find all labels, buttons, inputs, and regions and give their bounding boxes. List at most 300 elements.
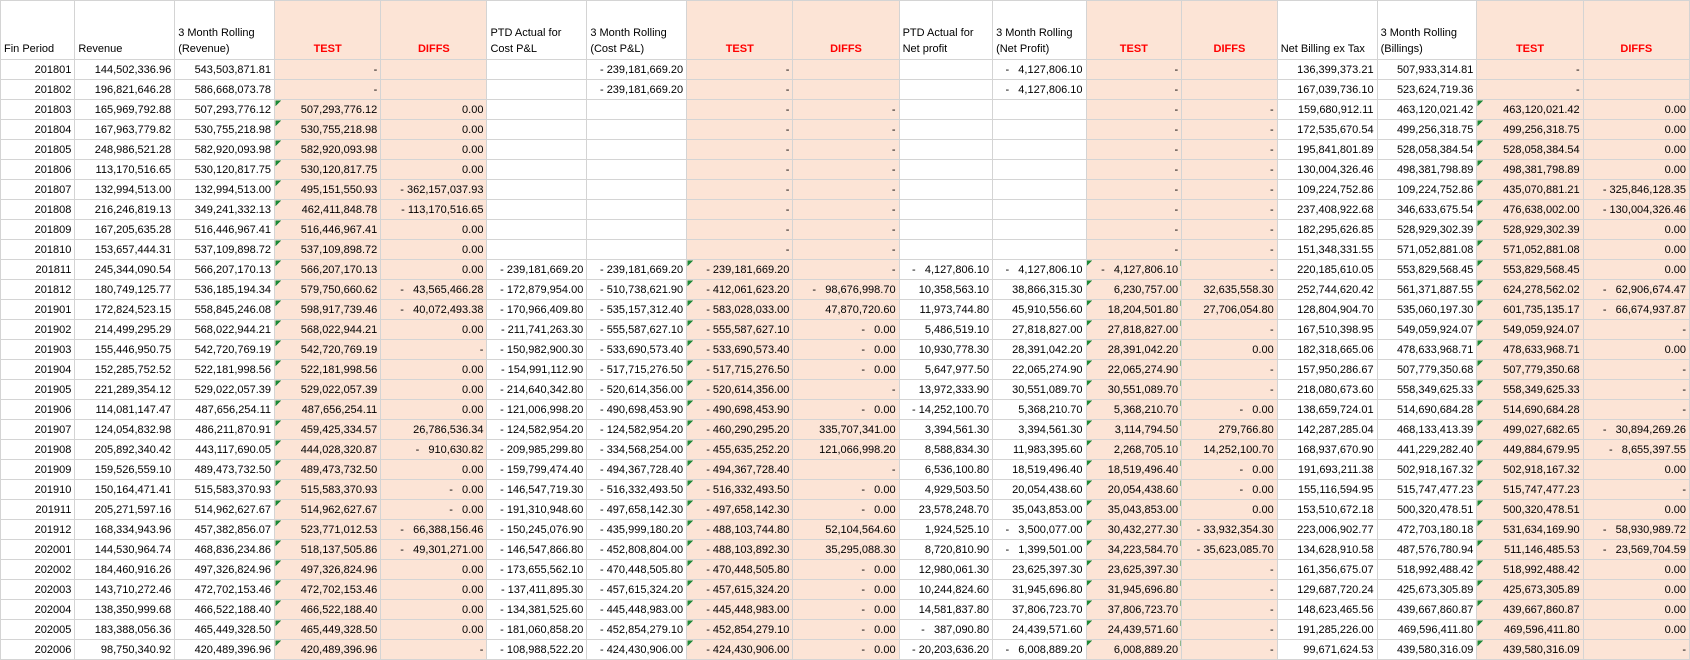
value-cell[interactable] <box>487 80 587 100</box>
value-cell[interactable]: 522,181,998.56 <box>175 360 275 380</box>
value-cell[interactable]: - 516,332,493.50 <box>687 480 793 500</box>
value-cell[interactable]: 535,060,197.30 <box>1377 300 1477 320</box>
value-cell[interactable]: 514,962,627.67 <box>175 500 275 520</box>
value-cell[interactable]: 10,358,563.10 <box>899 280 992 300</box>
value-cell[interactable]: 11,973,744.80 <box>899 300 992 320</box>
value-cell[interactable]: 155,446,950.75 <box>75 340 175 360</box>
value-cell[interactable]: 113,170,516.65 <box>75 160 175 180</box>
value-cell[interactable]: 530,755,218.98 <box>275 120 381 140</box>
value-cell[interactable]: - 497,658,142.30 <box>587 500 687 520</box>
value-cell[interactable]: - 172,879,954.00 <box>487 280 587 300</box>
value-cell[interactable]: - 146,547,866.80 <box>487 540 587 560</box>
value-cell[interactable]: 487,656,254.11 <box>275 400 381 420</box>
value-cell[interactable]: - 583,028,033.00 <box>687 300 793 320</box>
value-cell[interactable]: 0.00 <box>1583 120 1689 140</box>
value-cell[interactable]: 37,806,723.70 <box>1086 600 1182 620</box>
value-cell[interactable]: 109,224,752.86 <box>1377 180 1477 200</box>
value-cell[interactable]: 114,081,147.47 <box>75 400 175 420</box>
fin-period-cell[interactable]: 201806 <box>1 160 75 180</box>
value-cell[interactable]: 518,992,488.42 <box>1477 560 1583 580</box>
fin-period-cell[interactable]: 201901 <box>1 300 75 320</box>
value-cell[interactable]: - <box>793 220 899 240</box>
value-cell[interactable]: - <box>1583 640 1689 660</box>
fin-period-cell[interactable]: 201902 <box>1 320 75 340</box>
value-cell[interactable]: 468,836,234.86 <box>175 540 275 560</box>
value-cell[interactable] <box>899 240 992 260</box>
value-cell[interactable]: - 0.00 <box>793 400 899 420</box>
value-cell[interactable]: - <box>1086 80 1182 100</box>
value-cell[interactable]: - <box>687 240 793 260</box>
fin-period-cell[interactable]: 202006 <box>1 640 75 660</box>
value-cell[interactable]: 35,295,088.30 <box>793 540 899 560</box>
value-cell[interactable]: 0.00 <box>1583 220 1689 240</box>
value-cell[interactable]: - 170,966,409.80 <box>487 300 587 320</box>
column-header-4[interactable]: DIFFS <box>381 1 487 60</box>
value-cell[interactable]: 220,185,610.05 <box>1277 260 1377 280</box>
value-cell[interactable]: - <box>1182 640 1278 660</box>
value-cell[interactable]: - 30,894,269.26 <box>1583 420 1689 440</box>
value-cell[interactable]: 30,432,277.30 <box>1086 520 1182 540</box>
column-header-8[interactable]: DIFFS <box>793 1 899 60</box>
value-cell[interactable]: 518,137,505.86 <box>275 540 381 560</box>
fin-period-cell[interactable]: 201809 <box>1 220 75 240</box>
value-cell[interactable]: - 1,399,501.00 <box>993 540 1086 560</box>
value-cell[interactable]: - 490,698,453.90 <box>687 400 793 420</box>
value-cell[interactable]: 598,917,739.46 <box>275 300 381 320</box>
value-cell[interactable]: 28,391,042.20 <box>993 340 1086 360</box>
value-cell[interactable]: 536,185,194.34 <box>175 280 275 300</box>
value-cell[interactable]: 462,411,848.78 <box>275 200 381 220</box>
value-cell[interactable]: - 0.00 <box>793 340 899 360</box>
value-cell[interactable]: 128,804,904.70 <box>1277 300 1377 320</box>
fin-period-cell[interactable]: 201904 <box>1 360 75 380</box>
value-cell[interactable]: - <box>793 200 899 220</box>
value-cell[interactable]: 528,929,302.39 <box>1477 220 1583 240</box>
value-cell[interactable]: 549,059,924.07 <box>1477 320 1583 340</box>
value-cell[interactable]: - 137,411,895.30 <box>487 580 587 600</box>
value-cell[interactable]: - 239,181,669.20 <box>487 260 587 280</box>
value-cell[interactable] <box>487 220 587 240</box>
value-cell[interactable]: - 0.00 <box>793 500 899 520</box>
value-cell[interactable]: 136,399,373.21 <box>1277 60 1377 80</box>
value-cell[interactable]: - 173,655,562.10 <box>487 560 587 580</box>
value-cell[interactable]: 443,117,690.05 <box>175 440 275 460</box>
value-cell[interactable]: 237,408,922.68 <box>1277 200 1377 220</box>
fin-period-cell[interactable]: 202001 <box>1 540 75 560</box>
value-cell[interactable]: - 239,181,669.20 <box>687 260 793 280</box>
value-cell[interactable]: 0.00 <box>1182 500 1278 520</box>
value-cell[interactable]: - 4,127,806.10 <box>993 60 1086 80</box>
value-cell[interactable]: - 20,203,636.20 <box>899 640 992 660</box>
value-cell[interactable]: 180,749,125.77 <box>75 280 175 300</box>
value-cell[interactable]: - <box>687 60 793 80</box>
value-cell[interactable]: - 209,985,299.80 <box>487 440 587 460</box>
value-cell[interactable]: 0.00 <box>381 160 487 180</box>
value-cell[interactable]: - 154,991,112.90 <box>487 360 587 380</box>
value-cell[interactable]: - <box>1086 120 1182 140</box>
value-cell[interactable]: - <box>1182 320 1278 340</box>
value-cell[interactable]: 0.00 <box>381 380 487 400</box>
value-cell[interactable] <box>899 140 992 160</box>
value-cell[interactable] <box>587 160 687 180</box>
value-cell[interactable]: 245,344,090.54 <box>75 260 175 280</box>
value-cell[interactable]: - <box>687 180 793 200</box>
value-cell[interactable]: - 460,290,295.20 <box>687 420 793 440</box>
value-cell[interactable]: - 516,332,493.50 <box>587 480 687 500</box>
value-cell[interactable]: - 239,181,669.20 <box>587 80 687 100</box>
value-cell[interactable]: 124,054,832.98 <box>75 420 175 440</box>
value-cell[interactable] <box>899 160 992 180</box>
value-cell[interactable]: 531,634,169.90 <box>1477 520 1583 540</box>
value-cell[interactable]: 514,690,684.28 <box>1477 400 1583 420</box>
value-cell[interactable]: 18,519,496.40 <box>993 460 1086 480</box>
value-cell[interactable]: 346,633,675.54 <box>1377 200 1477 220</box>
value-cell[interactable]: 0.00 <box>381 140 487 160</box>
value-cell[interactable]: 182,295,626.85 <box>1277 220 1377 240</box>
value-cell[interactable]: - 191,310,948.60 <box>487 500 587 520</box>
column-header-3[interactable]: TEST <box>275 1 381 60</box>
value-cell[interactable]: 571,052,881.08 <box>1477 240 1583 260</box>
value-cell[interactable]: - 150,245,076.90 <box>487 520 587 540</box>
column-header-5[interactable]: PTD Actual for Cost P&L <box>487 1 587 60</box>
value-cell[interactable]: 498,381,798.89 <box>1477 160 1583 180</box>
value-cell[interactable]: 0.00 <box>381 400 487 420</box>
value-cell[interactable]: 515,747,477.23 <box>1377 480 1477 500</box>
value-cell[interactable]: 24,439,571.60 <box>993 620 1086 640</box>
column-header-9[interactable]: PTD Actual for Net profit <box>899 1 992 60</box>
value-cell[interactable]: 0.00 <box>381 320 487 340</box>
value-cell[interactable]: 518,992,488.42 <box>1377 560 1477 580</box>
value-cell[interactable]: 0.00 <box>381 460 487 480</box>
value-cell[interactable]: - <box>793 380 899 400</box>
value-cell[interactable]: - 211,741,263.30 <box>487 320 587 340</box>
value-cell[interactable]: - 470,448,505.80 <box>687 560 793 580</box>
value-cell[interactable]: 279,766.80 <box>1182 420 1278 440</box>
value-cell[interactable] <box>793 60 899 80</box>
value-cell[interactable] <box>587 100 687 120</box>
value-cell[interactable]: 579,750,660.62 <box>275 280 381 300</box>
value-cell[interactable]: - 494,367,728.40 <box>587 460 687 480</box>
value-cell[interactable]: 30,551,089.70 <box>1086 380 1182 400</box>
value-cell[interactable] <box>899 180 992 200</box>
value-cell[interactable]: 3,114,794.50 <box>1086 420 1182 440</box>
value-cell[interactable]: 172,824,523.15 <box>75 300 175 320</box>
value-cell[interactable]: 439,667,860.87 <box>1477 600 1583 620</box>
value-cell[interactable]: 0.00 <box>1583 160 1689 180</box>
value-cell[interactable]: - <box>793 460 899 480</box>
value-cell[interactable]: 5,647,977.50 <box>899 360 992 380</box>
value-cell[interactable]: 52,104,564.60 <box>793 520 899 540</box>
value-cell[interactable]: 205,271,597.16 <box>75 500 175 520</box>
fin-period-cell[interactable]: 201909 <box>1 460 75 480</box>
value-cell[interactable]: 457,382,856.07 <box>175 520 275 540</box>
fin-period-cell[interactable]: 201910 <box>1 480 75 500</box>
value-cell[interactable]: 523,624,719.36 <box>1377 80 1477 100</box>
value-cell[interactable]: 10,930,778.30 <box>899 340 992 360</box>
value-cell[interactable]: 159,526,559.10 <box>75 460 175 480</box>
value-cell[interactable]: - 362,157,037.93 <box>381 180 487 200</box>
value-cell[interactable]: 0.00 <box>381 100 487 120</box>
value-cell[interactable]: 507,933,314.81 <box>1377 60 1477 80</box>
value-cell[interactable]: 6,008,889.20 <box>1086 640 1182 660</box>
value-cell[interactable]: 571,052,881.08 <box>1377 240 1477 260</box>
value-cell[interactable] <box>899 220 992 240</box>
value-cell[interactable]: - 35,623,085.70 <box>1182 540 1278 560</box>
value-cell[interactable]: 486,211,870.91 <box>175 420 275 440</box>
value-cell[interactable]: 159,680,912.11 <box>1277 100 1377 120</box>
value-cell[interactable]: - 533,690,573.40 <box>587 340 687 360</box>
value-cell[interactable]: - <box>275 60 381 80</box>
value-cell[interactable]: 514,962,627.67 <box>275 500 381 520</box>
value-cell[interactable]: 582,920,093.98 <box>175 140 275 160</box>
value-cell[interactable]: 144,502,336.96 <box>75 60 175 80</box>
value-cell[interactable]: - 49,301,271.00 <box>381 540 487 560</box>
value-cell[interactable]: - <box>1182 360 1278 380</box>
value-cell[interactable]: - <box>1086 60 1182 80</box>
column-header-1[interactable]: Revenue <box>75 1 175 60</box>
value-cell[interactable]: 515,747,477.23 <box>1477 480 1583 500</box>
value-cell[interactable]: 4,929,503.50 <box>899 480 992 500</box>
value-cell[interactable]: 2,268,705.10 <box>1086 440 1182 460</box>
value-cell[interactable]: 478,633,968.71 <box>1477 340 1583 360</box>
value-cell[interactable]: 420,489,396.96 <box>175 640 275 660</box>
value-cell[interactable] <box>899 60 992 80</box>
value-cell[interactable]: - 445,448,983.00 <box>587 600 687 620</box>
value-cell[interactable]: 601,735,135.17 <box>1477 300 1583 320</box>
value-cell[interactable]: 143,710,272.46 <box>75 580 175 600</box>
value-cell[interactable]: - 0.00 <box>793 620 899 640</box>
value-cell[interactable]: 0.00 <box>381 580 487 600</box>
value-cell[interactable] <box>487 160 587 180</box>
value-cell[interactable] <box>487 120 587 140</box>
value-cell[interactable]: 514,690,684.28 <box>1377 400 1477 420</box>
value-cell[interactable]: - 66,674,937.87 <box>1583 300 1689 320</box>
value-cell[interactable]: - <box>1477 60 1583 80</box>
value-cell[interactable]: 12,980,061.30 <box>899 560 992 580</box>
fin-period-cell[interactable]: 201803 <box>1 100 75 120</box>
value-cell[interactable]: 27,818,827.00 <box>1086 320 1182 340</box>
value-cell[interactable]: - 214,640,342.80 <box>487 380 587 400</box>
value-cell[interactable]: - 0.00 <box>793 580 899 600</box>
value-cell[interactable]: 489,473,732.50 <box>275 460 381 480</box>
value-cell[interactable]: - <box>687 80 793 100</box>
value-cell[interactable]: 195,841,801.89 <box>1277 140 1377 160</box>
value-cell[interactable]: 18,204,501.80 <box>1086 300 1182 320</box>
value-cell[interactable]: - 181,060,858.20 <box>487 620 587 640</box>
value-cell[interactable]: 98,750,340.92 <box>75 640 175 660</box>
value-cell[interactable]: - 113,170,516.65 <box>381 200 487 220</box>
value-cell[interactable] <box>1182 60 1278 80</box>
value-cell[interactable]: - 0.00 <box>1182 400 1278 420</box>
value-cell[interactable]: - <box>275 80 381 100</box>
value-cell[interactable]: 561,371,887.55 <box>1377 280 1477 300</box>
value-cell[interactable]: - 43,565,466.28 <box>381 280 487 300</box>
value-cell[interactable]: - 23,569,704.59 <box>1583 540 1689 560</box>
value-cell[interactable]: 0.00 <box>1583 260 1689 280</box>
value-cell[interactable]: 248,986,521.28 <box>75 140 175 160</box>
value-cell[interactable]: - <box>1086 240 1182 260</box>
value-cell[interactable]: - <box>1182 380 1278 400</box>
fin-period-cell[interactable]: 201801 <box>1 60 75 80</box>
value-cell[interactable]: - 520,614,356.00 <box>687 380 793 400</box>
value-cell[interactable]: - <box>381 340 487 360</box>
value-cell[interactable]: 24,439,571.60 <box>1086 620 1182 640</box>
fin-period-cell[interactable]: 202005 <box>1 620 75 640</box>
value-cell[interactable]: 152,285,752.52 <box>75 360 175 380</box>
value-cell[interactable]: 35,043,853.00 <box>1086 500 1182 520</box>
value-cell[interactable]: - <box>1583 480 1689 500</box>
value-cell[interactable]: - 124,582,954.20 <box>487 420 587 440</box>
value-cell[interactable]: - <box>1182 220 1278 240</box>
value-cell[interactable]: - 470,448,505.80 <box>587 560 687 580</box>
value-cell[interactable]: - 239,181,669.20 <box>587 260 687 280</box>
value-cell[interactable]: 27,818,827.00 <box>993 320 1086 340</box>
value-cell[interactable]: 26,786,536.34 <box>381 420 487 440</box>
value-cell[interactable]: - 494,367,728.40 <box>687 460 793 480</box>
column-header-12[interactable]: DIFFS <box>1182 1 1278 60</box>
value-cell[interactable]: 499,027,682.65 <box>1477 420 1583 440</box>
value-cell[interactable]: 23,625,397.30 <box>993 560 1086 580</box>
value-cell[interactable]: - 6,008,889.20 <box>993 640 1086 660</box>
value-cell[interactable]: 530,120,817.75 <box>275 160 381 180</box>
value-cell[interactable]: 205,892,340.42 <box>75 440 175 460</box>
value-cell[interactable]: 444,028,320.87 <box>275 440 381 460</box>
value-cell[interactable]: 624,278,562.02 <box>1477 280 1583 300</box>
value-cell[interactable]: 167,205,635.28 <box>75 220 175 240</box>
value-cell[interactable]: 214,499,295.29 <box>75 320 175 340</box>
value-cell[interactable]: 566,207,170.13 <box>275 260 381 280</box>
value-cell[interactable]: 516,446,967.41 <box>275 220 381 240</box>
value-cell[interactable]: 507,293,776.12 <box>175 100 275 120</box>
value-cell[interactable]: 466,522,188.40 <box>275 600 381 620</box>
value-cell[interactable]: - 4,127,806.10 <box>1086 260 1182 280</box>
value-cell[interactable]: - 452,808,804.00 <box>587 540 687 560</box>
fin-period-cell[interactable]: 201905 <box>1 380 75 400</box>
value-cell[interactable]: 6,230,757.00 <box>1086 280 1182 300</box>
value-cell[interactable]: - 124,582,954.20 <box>587 420 687 440</box>
value-cell[interactable]: 553,829,568.45 <box>1377 260 1477 280</box>
value-cell[interactable]: 499,256,318.75 <box>1477 120 1583 140</box>
value-cell[interactable]: 522,181,998.56 <box>275 360 381 380</box>
value-cell[interactable] <box>587 140 687 160</box>
value-cell[interactable]: 5,368,210.70 <box>993 400 1086 420</box>
value-cell[interactable]: - 0.00 <box>793 480 899 500</box>
value-cell[interactable]: - 33,932,354.30 <box>1182 520 1278 540</box>
value-cell[interactable]: - 452,854,279.10 <box>587 620 687 640</box>
value-cell[interactable]: 542,720,769.19 <box>175 340 275 360</box>
value-cell[interactable]: 507,779,350.68 <box>1477 360 1583 380</box>
column-header-7[interactable]: TEST <box>687 1 793 60</box>
value-cell[interactable]: - <box>1182 160 1278 180</box>
value-cell[interactable]: - <box>1182 580 1278 600</box>
value-cell[interactable]: 425,673,305.89 <box>1477 580 1583 600</box>
value-cell[interactable]: - 0.00 <box>793 600 899 620</box>
value-cell[interactable] <box>993 220 1086 240</box>
value-cell[interactable]: 502,918,167.32 <box>1477 460 1583 480</box>
value-cell[interactable]: 558,349,625.33 <box>1377 380 1477 400</box>
value-cell[interactable]: - 535,157,312.40 <box>587 300 687 320</box>
value-cell[interactable]: - 520,614,356.00 <box>587 380 687 400</box>
value-cell[interactable]: 549,059,924.07 <box>1377 320 1477 340</box>
value-cell[interactable]: 109,224,752.86 <box>1277 180 1377 200</box>
value-cell[interactable]: 153,510,672.18 <box>1277 500 1377 520</box>
value-cell[interactable]: 500,320,478.51 <box>1477 500 1583 520</box>
column-header-2[interactable]: 3 Month Rolling (Revenue) <box>175 1 275 60</box>
value-cell[interactable]: 468,133,413.39 <box>1377 420 1477 440</box>
value-cell[interactable]: 502,918,167.32 <box>1377 460 1477 480</box>
value-cell[interactable]: 22,065,274.90 <box>1086 360 1182 380</box>
value-cell[interactable]: 14,581,837.80 <box>899 600 992 620</box>
value-cell[interactable]: 8,720,810.90 <box>899 540 992 560</box>
value-cell[interactable]: 0.00 <box>381 620 487 640</box>
value-cell[interactable]: - 62,906,674.47 <box>1583 280 1689 300</box>
value-cell[interactable] <box>487 140 587 160</box>
value-cell[interactable]: 13,972,333.90 <box>899 380 992 400</box>
value-cell[interactable]: 0.00 <box>381 360 487 380</box>
value-cell[interactable] <box>1583 80 1689 100</box>
value-cell[interactable]: - <box>687 160 793 180</box>
value-cell[interactable]: - 435,999,180.20 <box>587 520 687 540</box>
value-cell[interactable]: 155,116,594.95 <box>1277 480 1377 500</box>
value-cell[interactable]: - <box>1583 360 1689 380</box>
column-header-10[interactable]: 3 Month Rolling (Net Profit) <box>993 1 1086 60</box>
value-cell[interactable]: 439,580,316.09 <box>1377 640 1477 660</box>
value-cell[interactable]: 0.00 <box>1583 600 1689 620</box>
value-cell[interactable]: 472,703,180.18 <box>1377 520 1477 540</box>
value-cell[interactable]: 0.00 <box>381 260 487 280</box>
value-cell[interactable]: 523,771,012.53 <box>275 520 381 540</box>
value-cell[interactable]: 528,929,302.39 <box>1377 220 1477 240</box>
value-cell[interactable]: 32,635,558.30 <box>1182 280 1278 300</box>
value-cell[interactable] <box>487 100 587 120</box>
column-header-6[interactable]: 3 Month Rolling (Cost P&L) <box>587 1 687 60</box>
value-cell[interactable]: 0.00 <box>381 240 487 260</box>
value-cell[interactable]: 435,070,881.21 <box>1477 180 1583 200</box>
value-cell[interactable]: - 150,982,900.30 <box>487 340 587 360</box>
value-cell[interactable]: 37,806,723.70 <box>993 600 1086 620</box>
value-cell[interactable]: 543,503,871.81 <box>175 60 275 80</box>
value-cell[interactable]: 132,994,513.00 <box>75 180 175 200</box>
value-cell[interactable]: 161,356,675.07 <box>1277 560 1377 580</box>
value-cell[interactable]: 472,702,153.46 <box>275 580 381 600</box>
value-cell[interactable]: 11,983,395.60 <box>993 440 1086 460</box>
value-cell[interactable]: 31,945,696.80 <box>1086 580 1182 600</box>
value-cell[interactable]: - <box>793 240 899 260</box>
value-cell[interactable] <box>1583 60 1689 80</box>
value-cell[interactable]: 469,596,411.80 <box>1477 620 1583 640</box>
value-cell[interactable] <box>587 200 687 220</box>
value-cell[interactable]: 0.00 <box>381 220 487 240</box>
value-cell[interactable]: - 134,381,525.60 <box>487 600 587 620</box>
fin-period-cell[interactable]: 201906 <box>1 400 75 420</box>
value-cell[interactable]: 511,146,485.53 <box>1477 540 1583 560</box>
value-cell[interactable]: 558,349,625.33 <box>1477 380 1583 400</box>
value-cell[interactable]: 5,486,519.10 <box>899 320 992 340</box>
fin-period-cell[interactable]: 201812 <box>1 280 75 300</box>
value-cell[interactable]: 0.00 <box>1182 340 1278 360</box>
value-cell[interactable]: 466,522,188.40 <box>175 600 275 620</box>
value-cell[interactable]: 20,054,438.60 <box>1086 480 1182 500</box>
value-cell[interactable]: - 424,430,906.00 <box>587 640 687 660</box>
value-cell[interactable]: - <box>1182 200 1278 220</box>
value-cell[interactable]: 165,969,792.88 <box>75 100 175 120</box>
value-cell[interactable]: 144,530,964.74 <box>75 540 175 560</box>
value-cell[interactable]: 196,821,646.28 <box>75 80 175 100</box>
value-cell[interactable]: - 4,127,806.10 <box>899 260 992 280</box>
fin-period-cell[interactable]: 201810 <box>1 240 75 260</box>
value-cell[interactable]: 153,657,444.31 <box>75 240 175 260</box>
value-cell[interactable]: 529,022,057.39 <box>175 380 275 400</box>
